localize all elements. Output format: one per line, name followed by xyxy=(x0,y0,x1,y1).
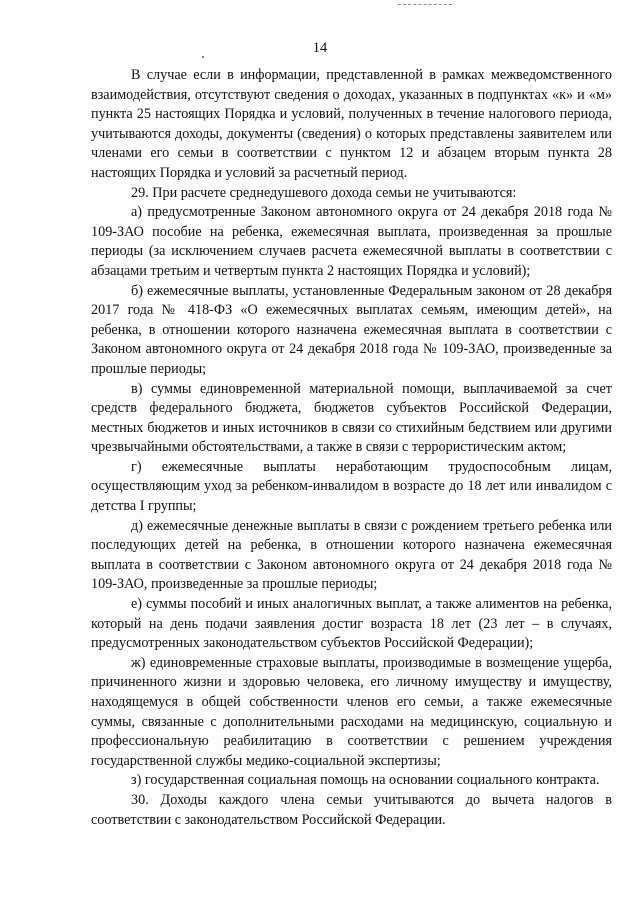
page-number: 14 xyxy=(312,40,328,56)
paragraph-29-a: а) предусмотренные Законом автономного округа от 24 декабря 2018 года № 109-ЗАО пособие на ребенка, ежемесячная выплата, произведенная за прошлые периоды (за исключением случаев расчета ежемесячной выплаты в соответствии с абзацами третьим и четвертым пункта 2 настоящих Порядка и условий); xyxy=(91,204,612,279)
scan-speck xyxy=(202,56,204,58)
top-edge-rule xyxy=(398,4,452,5)
document-body xyxy=(91,66,612,830)
paragraph-29-v: в) суммы единовременной материальной помощи, выплачиваемой за счет средств федерального бюджета, бюджетов субъектов Российской Федерации, местных бюджетов и иных источников в связи со стихийным бедствием или другими чрезвычайными обстоятельствами, а также в связи с террористическим актом; xyxy=(91,380,612,456)
paragraph-29-e: е) суммы пособий и иных аналогичных выплат, а также алиментов на ребенка, который на день подачи заявления достиг возраста 18 лет (23 лет – в случаях, предусмотренных законодательством субъектов Российской Федерации); xyxy=(91,596,612,652)
paragraph-29-g: г) ежемесячные выплаты неработающим трудоспособным лицам, осуществляющим уход за ребенком-инвалидом в возрасте до 18 лет или инвалидом с детства I группы; xyxy=(91,458,612,515)
paragraph-29-z: з) государственная социальная помощь на основании социального контракта. xyxy=(131,772,600,789)
paragraph-income-info: В случае если в информации, представленной в рамках межведомственного взаимодействия, отсутствуют сведения о доходах, указанных в подпунктах «к» и «м» пункта 25 настоящих Порядка и условий, полученных в течение налогового периода, учитываются доходы, документы (сведения) о которых представлены заявителем или членами его семьи в соответствии с пунктом 12 и абзацем вторым пункта 28 настоящих Порядка и условий за расчетный период. xyxy=(91,67,612,181)
paragraph-29-b: б) ежемесячные выплаты, установленные Федеральным законом от 28 декабря 2017 года № 418-ФЗ «О ежемесячных выплатах семьям, имеющим детей», на ребенка, в отношении которого назначена ежемесячная выплата в соответствии с Законом автономного округа от 24 декабря 2018 года № 109-ЗАО, произведенные за прошлые периоды; xyxy=(91,282,612,377)
paragraph-29-heading: 29. При расчете среднедушевого дохода семьи не учитываются: xyxy=(131,184,517,201)
paragraph-30: 30. Доходы каждого члена семьи учитываются до вычета налогов в соответствии с законодательством Российской Федерации. xyxy=(91,791,612,828)
paragraph-29-d: д) ежемесячные денежные выплаты в связи с рождением третьего ребенка или последующих детей на ребенка, в отношении которого назначена ежемесячная выплата в соответствии с Законом автономного округа от 24 декабря 2018 года № 109-ЗАО, произведенные за прошлые периоды; xyxy=(91,517,612,593)
paragraph-29-zh: ж) единовременные страховые выплаты, производимые в возмещение ущерба, причиненного жизни и здоровью человека, его личному имуществу и имуществу, находящемуся в общей собственности членов его семьи, а также ежемесячные суммы, связанные с дополнительными расходами на медицинскую, социальную и профессиональную реабилитацию в соответствии с решением учреждения государственной службы медико-социальной экспертизы; xyxy=(91,654,612,769)
